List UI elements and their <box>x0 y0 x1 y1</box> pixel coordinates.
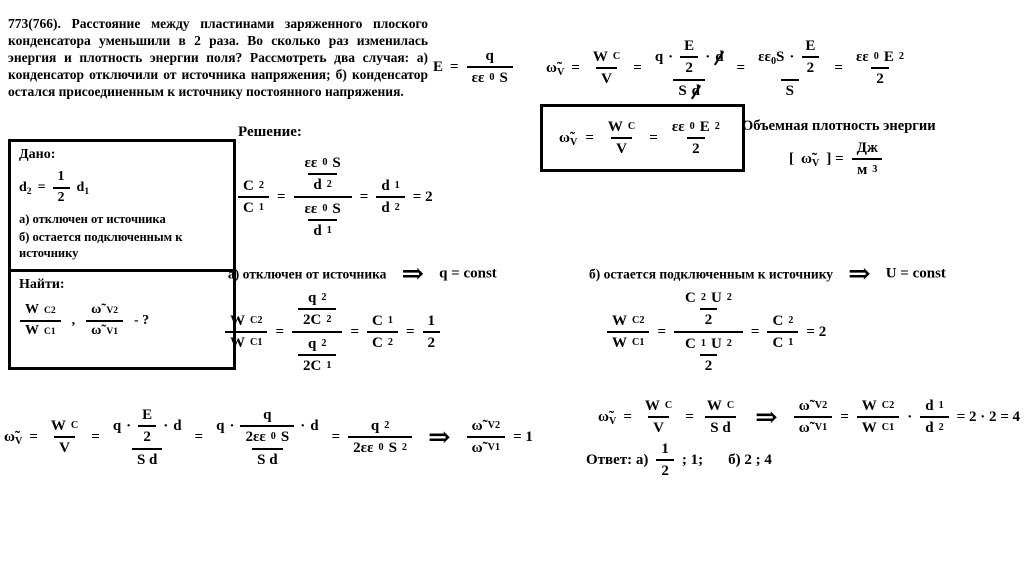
denominator: d 2 <box>920 416 948 438</box>
math-token: ] = <box>826 150 844 167</box>
fraction <box>292 287 342 377</box>
math-token: · <box>705 49 711 65</box>
fraction <box>240 405 294 447</box>
math-token: S <box>678 83 687 99</box>
fraction <box>852 138 883 180</box>
math-token: = <box>633 59 642 76</box>
cancelled-term: d <box>715 49 724 65</box>
fraction <box>679 36 699 78</box>
units-formula <box>789 138 884 180</box>
math-token: $\varepsilon\varepsilon_0S$ <box>758 49 785 68</box>
fraction <box>376 176 404 218</box>
math-token: = <box>359 188 369 205</box>
math-token: $\omegã_V$ <box>598 408 617 427</box>
numerator: q 2 <box>308 336 327 352</box>
numerator: εε 0 E 2 <box>855 49 904 65</box>
fraction <box>467 416 505 458</box>
math-token: q <box>654 49 664 65</box>
numerator: q 2 <box>370 418 390 434</box>
math-token: · <box>229 418 235 434</box>
math-token: · <box>300 418 306 434</box>
numerator: C 2 <box>243 178 264 194</box>
numerator: W C2 <box>25 302 56 318</box>
fraction <box>607 311 649 353</box>
numerator <box>292 287 342 331</box>
numerator: 1 <box>661 441 669 457</box>
case-b-result: U = const <box>885 265 946 282</box>
math-token: E <box>433 58 444 75</box>
field-strength-formula <box>433 46 514 88</box>
numerator <box>753 35 826 79</box>
given-case-b: б) остается подключенным к источнику <box>19 230 183 260</box>
numerator: E <box>805 38 816 54</box>
fraction <box>680 288 737 330</box>
math-token: q <box>112 418 122 434</box>
math-token: · <box>789 49 795 65</box>
denominator <box>674 331 743 377</box>
denominator: 2 <box>138 425 156 447</box>
numerator: q <box>263 407 272 423</box>
denominator: W C1 <box>225 331 267 353</box>
denominator: 2C 1 <box>298 354 336 376</box>
energy-density-box <box>540 104 745 172</box>
math-token: $d_2$ <box>19 179 32 197</box>
fraction <box>238 176 269 218</box>
numerator: C 1 <box>372 313 393 329</box>
denominator: 2εε 0 S 2 <box>348 436 412 458</box>
math-token: · <box>126 418 132 434</box>
energy-ratio-chain-a <box>224 287 441 377</box>
capacitance-ratio-chain <box>237 152 433 242</box>
math-token: · <box>668 49 674 65</box>
denominator: V <box>54 436 75 458</box>
numerator: W C2 <box>612 313 645 329</box>
denominator: W C1 <box>607 331 649 353</box>
given-label: Дано: <box>19 147 56 162</box>
fraction <box>137 405 157 447</box>
fraction <box>794 396 832 438</box>
numerator: εε 0 S <box>304 201 341 217</box>
denominator <box>292 331 342 377</box>
math-token: d <box>310 418 319 434</box>
denominator: V <box>648 416 669 438</box>
math-token: $\omegã_V$ <box>4 428 23 447</box>
math-token: = <box>450 58 459 75</box>
given-box <box>8 139 236 370</box>
numerator <box>674 287 743 331</box>
fraction <box>680 334 737 376</box>
math-token: = <box>840 408 849 425</box>
numerator: W C <box>644 398 673 414</box>
implies-arrow: ⇒ <box>401 258 425 289</box>
denominator: ω̃ V1 <box>467 436 505 458</box>
denominator: C 1 <box>238 196 269 218</box>
denominator <box>673 79 705 101</box>
denominator: C 2 <box>367 331 398 353</box>
find-label: Найти: <box>19 277 65 293</box>
case-a-line <box>228 258 497 289</box>
numerator: Дж <box>856 140 878 156</box>
math-token: = <box>649 129 658 146</box>
cancelled-term: d <box>691 83 701 99</box>
fraction <box>300 153 346 195</box>
math-token: = 1 <box>513 428 533 445</box>
numerator: 1 <box>427 313 436 329</box>
math-token: = <box>405 323 415 340</box>
numerator <box>108 404 187 448</box>
fraction <box>753 35 826 101</box>
math-token: = <box>331 428 341 445</box>
find-section <box>11 272 233 367</box>
numerator: W C <box>706 398 735 414</box>
numerator: E <box>684 38 695 54</box>
answer-line <box>586 439 772 481</box>
math-token: = <box>91 428 100 445</box>
energy-ratio-chain-b <box>606 287 826 377</box>
numerator: W C <box>607 119 636 135</box>
math-token: = <box>350 323 360 340</box>
fraction <box>857 396 899 438</box>
math-token: = <box>585 129 594 146</box>
fraction <box>294 152 352 242</box>
numerator: q <box>485 48 494 64</box>
denominator: ω̃ V1 <box>794 416 832 438</box>
fraction <box>20 301 61 341</box>
numerator: ω̃ V2 <box>91 302 119 318</box>
denominator <box>294 196 352 242</box>
denominator: 2 <box>700 354 718 376</box>
denominator: V <box>596 67 617 89</box>
numerator: 1 <box>57 169 65 184</box>
fraction <box>640 396 677 438</box>
given-section <box>11 142 233 269</box>
denominator: S d <box>132 448 162 470</box>
find-expression <box>19 301 225 341</box>
given-case-a: а) отключен от источника <box>19 211 166 226</box>
solution-label: Решение: <box>238 124 302 140</box>
math-token: = <box>736 59 746 76</box>
math-token: d <box>173 418 182 434</box>
math-token: = <box>571 59 580 76</box>
numerator: W C2 <box>230 313 263 329</box>
numerator: C 2 U 2 <box>685 290 732 306</box>
math-token: = <box>275 323 285 340</box>
denominator: S <box>781 79 799 101</box>
fraction <box>702 396 739 438</box>
math-token: = 2 <box>806 323 827 340</box>
implies-arrow: ⇒ <box>428 421 451 452</box>
numerator: ω̃ V2 <box>471 418 501 434</box>
denominator: W C1 <box>20 320 61 341</box>
numerator <box>650 35 729 79</box>
denominator: 2 <box>680 56 698 78</box>
fraction <box>298 334 336 376</box>
density-ratio-chain-a <box>4 404 533 470</box>
math-token: = <box>685 408 694 425</box>
case-a-label: а) отключен от источника <box>228 266 387 281</box>
answer-label: Ответ: а) <box>586 451 649 468</box>
math-token: = 2 · 2 = 4 <box>956 408 1021 425</box>
math-token: = <box>276 188 286 205</box>
fraction <box>348 416 412 458</box>
denominator: 2C 2 <box>298 308 336 330</box>
energy-density-derivation <box>546 35 910 101</box>
denominator: 2 <box>700 308 718 330</box>
fraction <box>674 287 743 377</box>
fraction <box>367 311 398 353</box>
fraction <box>423 311 441 353</box>
numerator <box>294 152 352 196</box>
fraction <box>108 404 187 470</box>
answer-b-values: б) 2 ; 4 <box>728 451 772 468</box>
math-token: $\omegã_V$ <box>559 129 578 148</box>
math-token: = 2 <box>412 188 433 205</box>
math-token: - ? <box>134 313 150 329</box>
denominator: 2 <box>656 459 674 481</box>
fraction <box>86 301 123 341</box>
fraction <box>656 439 674 481</box>
denominator: 2εε 0 S <box>240 425 294 447</box>
denominator: W C1 <box>857 416 899 438</box>
math-token: = <box>37 179 46 195</box>
implies-arrow: ⇒ <box>755 401 778 432</box>
fraction <box>300 199 346 241</box>
denominator: εε 0 S <box>467 66 513 88</box>
denominator: м 3 <box>852 158 882 180</box>
math-token: [ <box>789 150 794 167</box>
fraction <box>920 396 948 438</box>
case-b-line <box>589 258 946 289</box>
numerator <box>211 404 323 448</box>
fraction <box>467 46 513 88</box>
fraction <box>211 404 323 470</box>
answer-a-values: ; 1; <box>681 451 704 468</box>
denominator: C 1 <box>767 331 798 353</box>
numerator: εε 0 E 2 <box>671 119 720 135</box>
denominator: V <box>611 137 632 159</box>
math-token: $d_1$ <box>76 179 90 197</box>
math-token: = <box>750 323 760 340</box>
denominator: 2 <box>871 67 889 89</box>
denominator: d 2 <box>376 196 404 218</box>
fraction <box>667 117 725 159</box>
math-token: = <box>29 428 38 445</box>
numerator: d 1 <box>925 398 944 414</box>
fraction <box>53 168 70 208</box>
numerator: C 2 <box>772 313 794 329</box>
fraction <box>767 311 798 353</box>
problem-statement: 773(766). Расстояние между пластинами заряженного плоского конденсатора уменьшили в 2 раза. Во сколько раз изменилась энергия и плотность энергии поля? Рассмотреть два случая: а) конденсатор отключили от источника напряжения; б) конденсатор остался присоединенным к источнику постоянного напряжения. <box>8 16 428 99</box>
fraction <box>46 416 83 458</box>
case-a-result: q = const <box>439 265 497 282</box>
denominator: d 1 <box>308 219 336 241</box>
numerator: εε 0 S <box>304 155 341 171</box>
denominator: ω̃ V1 <box>86 320 123 341</box>
numerator: E <box>142 407 153 423</box>
numerator: W C <box>50 418 79 434</box>
numerator: d 1 <box>381 178 400 194</box>
math-token: , <box>71 313 76 329</box>
fraction <box>851 47 909 89</box>
math-token: = <box>623 408 632 425</box>
fraction <box>588 47 625 89</box>
denominator: S d <box>252 448 282 470</box>
case-b-label: б) остается подключенным к источнику <box>589 266 834 281</box>
numerator: W C <box>592 49 621 65</box>
math-token: = <box>657 323 667 340</box>
numerator: q 2 <box>308 290 327 306</box>
denominator: 2 <box>802 56 820 78</box>
denominator: 2 <box>53 187 70 208</box>
numerator: ω̃ V2 <box>798 398 828 414</box>
denominator: 2 <box>423 331 441 353</box>
fraction <box>298 288 336 330</box>
math-token: = <box>834 59 843 76</box>
math-token: q <box>216 418 225 434</box>
implies-arrow: ⇒ <box>848 258 871 289</box>
math-token: $\omegã_V$ <box>546 59 565 78</box>
density-ratio-chain-b <box>598 396 1020 438</box>
fraction <box>603 117 640 159</box>
denominator: S d <box>705 416 735 438</box>
fraction <box>225 311 267 353</box>
density-title: Объемная плотность энергии <box>742 118 936 134</box>
fraction <box>800 36 820 78</box>
numerator: C 1 U 2 <box>685 336 732 352</box>
math-token: · <box>163 418 169 434</box>
numerator: W C2 <box>861 398 895 414</box>
denominator: 2 <box>687 137 705 159</box>
given-relation <box>19 168 225 208</box>
fraction <box>650 35 729 101</box>
math-token: · <box>907 408 913 425</box>
denominator: d 2 <box>308 173 336 195</box>
math-token: $\omegã_V$ <box>801 150 820 169</box>
math-token: = <box>194 428 204 445</box>
